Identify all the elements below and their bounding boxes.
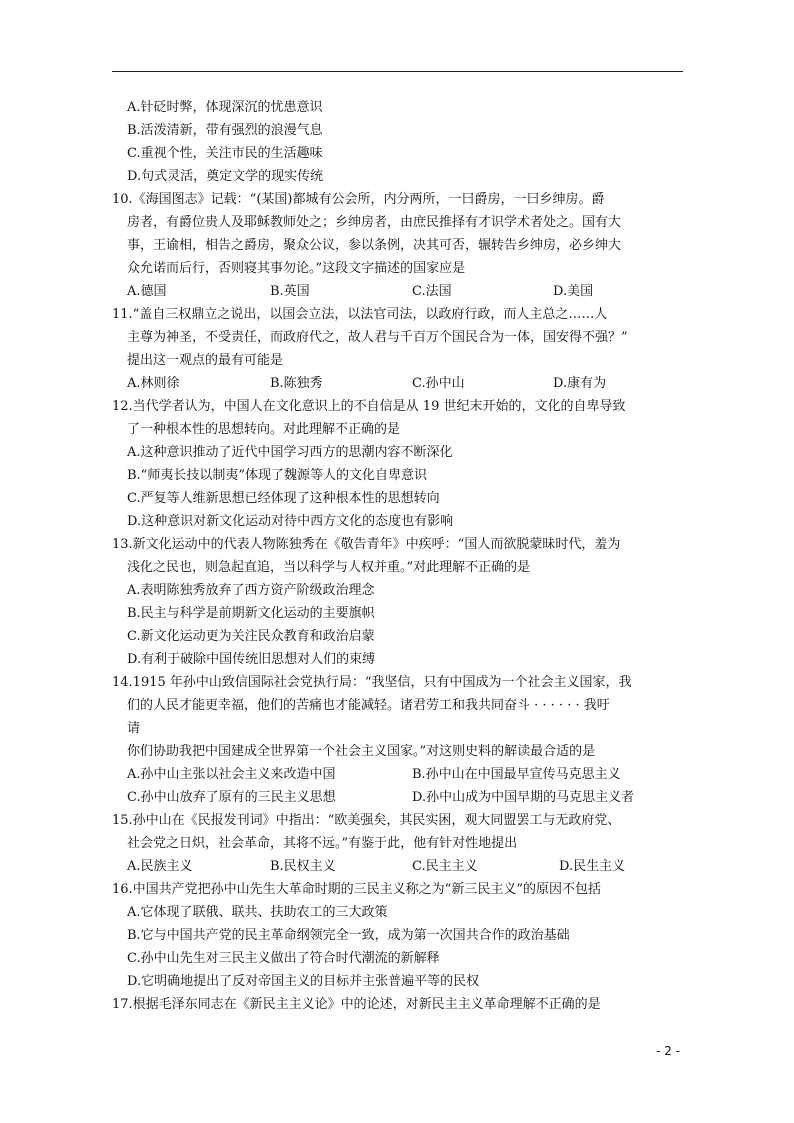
q15-stem-line-1: 15.孙中山在《民报发刊词》中指出：“欧美强矣，其民实困，观大同盟罢工与无政府党、 — [112, 813, 621, 828]
q11-option-c: C.孙中山 — [412, 376, 465, 391]
q14-stem-line-2: 们的人民才能更幸福，他们的苦痛也才能减轻。诸君劳工和我共同奋斗 · · · · · · 我吁 — [127, 698, 610, 713]
q13-stem-line-2: 浅化之民也，则急起直追，当以科学与人权并重。”对此理解不正确的是 — [127, 560, 531, 575]
q11-option-a: A.林则徐 — [127, 376, 180, 391]
q10-stem-line-2: 房者，有爵位贵人及耶稣教师处之；乡绅房者，由庶民推择有才识学术者处之。国有大 — [127, 215, 622, 230]
q11-stem-line-2: 主尊为神圣，不受责任，而政府代之，故人君与千百万个国民合为一体，国安得不强？” — [127, 330, 628, 345]
q16-stem-line-1: 16.中国共产党把孙中山先生大革命时期的三民主义称之为“新三民主义”的原因不包括 — [112, 882, 601, 897]
q10-option-b: B.英国 — [270, 284, 310, 299]
q11-option-b: B.陈独秀 — [270, 376, 323, 391]
q10-option-a: A.德国 — [127, 284, 167, 299]
q14-stem-line-4: 你们协助我把中国建成全世界第一个社会主义国家。”对这则史料的解读最合适的是 — [127, 744, 596, 759]
q12-option-a: A.这种意识推动了近代中国学习西方的思潮内容不断深化 — [127, 445, 453, 460]
q12-option-b: B.“师夷长技以制夷”体现了魏源等人的文化自卑意识 — [127, 468, 427, 483]
q10-stem-line-4: 众允诺而后行，否则寝其事勿论。”这段文字描述的国家应是 — [127, 261, 466, 276]
q14-option-d: D.孙中山成为中国早期的马克思主义者 — [412, 790, 635, 805]
q12-option-d: D.这种意识对新文化运动对待中西方文化的态度也有影响 — [127, 514, 454, 529]
q17-stem-line-1: 17.根据毛泽东同志在《新民主主义论》中的论述，对新民主主义革命理解不正确的是 — [112, 997, 601, 1012]
q14-option-c: C.孙中山放弃了原有的三民主义思想 — [127, 790, 336, 805]
q13-option-a: A.表明陈独秀放弃了西方资产阶级政治理念 — [127, 583, 375, 598]
q16-option-c: C.孙中山先生对三民主义做出了符合时代潮流的新解释 — [127, 951, 440, 966]
q16-option-b: B.它与中国共产党的民主革命纲领完全一致，成为第一次国共合作的政治基础 — [127, 928, 570, 943]
q9-option-c: C.重视个性，关注市民的生活趣味 — [127, 146, 323, 161]
q10-option-d: D.美国 — [553, 284, 594, 299]
q14-stem-line-3: 请 — [127, 721, 141, 736]
q9-option-a: A.针砭时弊，体现深沉的忧患意识 — [127, 100, 323, 115]
q15-option-c: C.民主主义 — [412, 859, 478, 874]
q15-stem-line-2: 社会党之日炽，社会革命，其将不远。”有鉴于此，他有针对性地提出 — [127, 836, 518, 851]
q12-stem-line-1: 12.当代学者认为，中国人在文化意识上的不自信是从 19 世纪末开始的，文化的自卑导致 — [112, 399, 626, 414]
q16-option-d: D.它明确地提出了反对帝国主义的目标并主张普遍平等的民权 — [127, 974, 480, 989]
q14-stem-line-1: 14.1915 年孙中山致信国际社会党执行局：“我坚信，只有中国成为一个社会主义国家，我 — [112, 675, 632, 690]
q14-option-a: A.孙中山主张以社会主义来改造中国 — [127, 767, 336, 782]
page-number: - 2 - — [656, 1044, 680, 1058]
q10-option-c: C.法国 — [412, 284, 452, 299]
q14-option-b: B.孙中山在中国最早宣传马克思主义 — [412, 767, 621, 782]
q10-stem-line-1: 10.《海国图志》记载：“(某国)都城有公会所，内分两所，一曰爵房，一曰乡绅房。爵 — [112, 192, 605, 207]
q11-stem-line-3: 提出这一观点的最有可能是 — [127, 353, 284, 368]
q15-option-a: A.民族主义 — [127, 859, 193, 874]
q11-option-d: D.康有为 — [553, 376, 607, 391]
q15-option-b: B.民权主义 — [270, 859, 336, 874]
q9-option-d: D.句式灵活，奠定文学的现实传统 — [127, 169, 324, 184]
q10-stem-line-3: 事，王谕相，相告之爵房，聚众公议，参以条例，决其可否，辗转告乡绅房，必乡绅大 — [127, 238, 622, 253]
q13-option-c: C.新文化运动更为关注民众教育和政治启蒙 — [127, 629, 375, 644]
q12-option-c: C.严复等人维新思想已经体现了这种根本性的思想转向 — [127, 491, 440, 506]
header-rule — [112, 71, 683, 72]
q13-stem-line-1: 13.新文化运动中的代表人物陈独秀在《敬告青年》中疾呼：“国人而欲脱蒙昧时代，羞为 — [112, 537, 621, 552]
q12-stem-line-2: 了一种根本性的思想转向。对此理解不正确的是 — [127, 422, 401, 437]
q13-option-d: D.有利于破除中国传统旧思想对人们的束缚 — [127, 652, 376, 667]
q15-option-d: D.民生主义 — [559, 859, 626, 874]
q13-option-b: B.民主与科学是前期新文化运动的主要旗帜 — [127, 606, 375, 621]
q11-stem-line-1: 11.“盖自三权鼎立之说出，以国会立法，以法官司法，以政府行政，而人主总之……人 — [112, 307, 608, 322]
q9-option-b: B.活泼清新，带有强烈的浪漫气息 — [127, 123, 323, 138]
q16-option-a: A.它体现了联俄、联共、扶助农工的三大政策 — [127, 905, 388, 920]
